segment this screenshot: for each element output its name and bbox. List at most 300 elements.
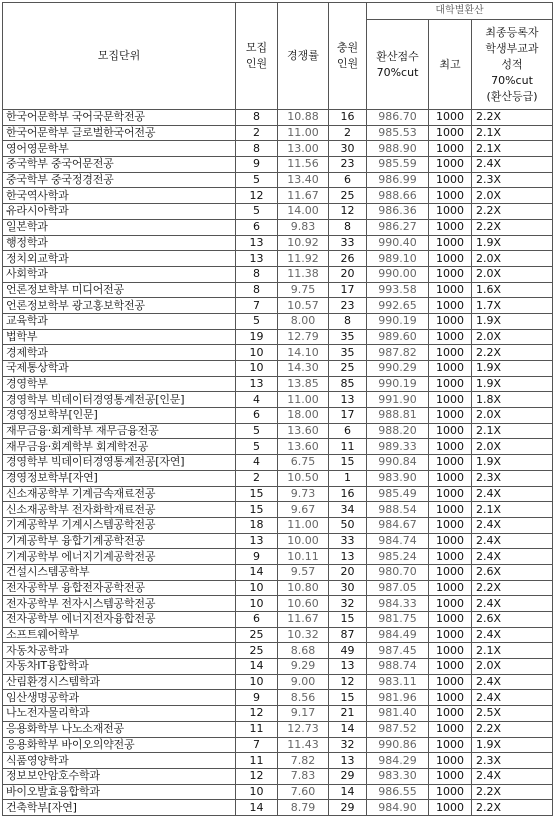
max-score-cell: 1000 [429, 470, 472, 486]
quota-cell: 8 [236, 266, 278, 282]
filled-cell: 17 [329, 282, 367, 298]
quota-cell: 10 [236, 784, 278, 800]
competition-cell: 11.67 [278, 612, 329, 628]
score-cut-cell: 988.74 [367, 659, 429, 675]
grade-cell: 2.0X [472, 329, 553, 345]
unit-cell: 건축학부[자연] [3, 800, 236, 816]
table-row [3, 784, 553, 800]
grade-cell: 2.0X [472, 188, 553, 204]
max-score-cell: 1000 [429, 235, 472, 251]
unit-cell: 법학부 [3, 329, 236, 345]
score-cut-cell: 985.24 [367, 549, 429, 565]
max-score-cell: 1000 [429, 612, 472, 628]
score-cut-cell: 988.90 [367, 141, 429, 157]
grade-cell: 2.4X [472, 533, 553, 549]
grade-cell: 2.2X [472, 784, 553, 800]
quota-cell: 13 [236, 533, 278, 549]
table-row [3, 455, 553, 471]
table-row [3, 643, 553, 659]
score-cut-cell: 990.00 [367, 266, 429, 282]
table-row [3, 439, 553, 455]
score-cut-cell: 989.33 [367, 439, 429, 455]
score-cut-cell: 985.53 [367, 125, 429, 141]
quota-cell: 15 [236, 502, 278, 518]
header-final-line2: 학생부교과 [485, 41, 539, 55]
competition-cell: 11.38 [278, 266, 329, 282]
filled-cell: 13 [329, 392, 367, 408]
admission-results-table-container [2, 2, 553, 816]
quota-cell: 19 [236, 329, 278, 345]
filled-cell: 30 [329, 141, 367, 157]
grade-cell: 2.4X [472, 486, 553, 502]
grade-cell: 2.0X [472, 408, 553, 424]
unit-cell: 재무금융·회계학부 회계학전공 [3, 439, 236, 455]
competition-cell: 9.17 [278, 706, 329, 722]
unit-cell: 경영학부 빅데이터경영통계전공[자연] [3, 455, 236, 471]
max-score-cell: 1000 [429, 768, 472, 784]
header-competition: 경쟁률 [278, 3, 329, 110]
filled-cell: 33 [329, 235, 367, 251]
unit-cell: 정치외교학과 [3, 251, 236, 267]
table-row [3, 157, 553, 173]
max-score-cell: 1000 [429, 737, 472, 753]
table-row [3, 219, 553, 235]
max-score-cell: 1000 [429, 219, 472, 235]
score-cut-cell: 987.82 [367, 345, 429, 361]
unit-cell: 응용화학부 바이오의약전공 [3, 737, 236, 753]
score-cut-cell: 981.75 [367, 612, 429, 628]
competition-cell: 10.50 [278, 470, 329, 486]
competition-cell: 10.60 [278, 596, 329, 612]
filled-cell: 15 [329, 690, 367, 706]
table-row [3, 392, 553, 408]
unit-cell: 한국어문학부 글로벌한국어전공 [3, 125, 236, 141]
quota-cell: 13 [236, 376, 278, 392]
header-filled-line2: 인원 [336, 57, 359, 70]
header-max: 최고 [429, 20, 472, 110]
table-row [3, 533, 553, 549]
max-score-cell: 1000 [429, 455, 472, 471]
grade-cell: 1.7X [472, 298, 553, 314]
max-score-cell: 1000 [429, 204, 472, 220]
score-cut-cell: 981.96 [367, 690, 429, 706]
filled-cell: 23 [329, 298, 367, 314]
filled-cell: 87 [329, 627, 367, 643]
max-score-cell: 1000 [429, 580, 472, 596]
table-row [3, 376, 553, 392]
grade-cell: 2.2X [472, 219, 553, 235]
unit-cell: 언론정보학부 미디어전공 [3, 282, 236, 298]
competition-cell: 11.92 [278, 251, 329, 267]
grade-cell: 2.3X [472, 470, 553, 486]
header-quota-line1: 모집 [245, 41, 268, 54]
quota-cell: 11 [236, 753, 278, 769]
filled-cell: 15 [329, 455, 367, 471]
competition-cell: 11.00 [278, 517, 329, 533]
filled-cell: 29 [329, 768, 367, 784]
competition-cell: 9.83 [278, 219, 329, 235]
table-row [3, 298, 553, 314]
table-row [3, 235, 553, 251]
max-score-cell: 1000 [429, 157, 472, 173]
table-row [3, 188, 553, 204]
header-score-cut-line1: 환산점수 [376, 49, 419, 63]
max-score-cell: 1000 [429, 439, 472, 455]
filled-cell: 50 [329, 517, 367, 533]
admission-results-table [2, 2, 553, 816]
quota-cell: 14 [236, 564, 278, 580]
header-final-line3: 성적 [501, 57, 523, 71]
filled-cell: 23 [329, 157, 367, 173]
table-row [3, 674, 553, 690]
grade-cell: 2.0X [472, 251, 553, 267]
competition-cell: 10.57 [278, 298, 329, 314]
grade-cell: 2.5X [472, 706, 553, 722]
competition-cell: 7.60 [278, 784, 329, 800]
unit-cell: 일본학과 [3, 219, 236, 235]
table-row [3, 251, 553, 267]
table-row [3, 659, 553, 675]
max-score-cell: 1000 [429, 361, 472, 377]
competition-cell: 10.32 [278, 627, 329, 643]
score-cut-cell: 988.20 [367, 423, 429, 439]
grade-cell: 1.9X [472, 455, 553, 471]
quota-cell: 25 [236, 627, 278, 643]
table-row [3, 125, 553, 141]
max-score-cell: 1000 [429, 266, 472, 282]
quota-cell: 5 [236, 204, 278, 220]
score-cut-cell: 987.45 [367, 643, 429, 659]
competition-cell: 11.43 [278, 737, 329, 753]
quota-cell: 12 [236, 706, 278, 722]
competition-cell: 11.00 [278, 125, 329, 141]
competition-cell: 13.00 [278, 141, 329, 157]
grade-cell: 2.2X [472, 580, 553, 596]
table-header [3, 3, 553, 110]
competition-cell: 9.00 [278, 674, 329, 690]
max-score-cell: 1000 [429, 643, 472, 659]
grade-cell: 1.9X [472, 737, 553, 753]
score-cut-cell: 989.10 [367, 251, 429, 267]
quota-cell: 2 [236, 470, 278, 486]
table-row [3, 502, 553, 518]
score-cut-cell: 988.81 [367, 408, 429, 424]
competition-cell: 8.79 [278, 800, 329, 816]
max-score-cell: 1000 [429, 376, 472, 392]
grade-cell: 2.0X [472, 266, 553, 282]
quota-cell: 5 [236, 172, 278, 188]
unit-cell: 경영학부 [3, 376, 236, 392]
unit-cell: 바이오발효융합학과 [3, 784, 236, 800]
grade-cell: 2.1X [472, 141, 553, 157]
quota-cell: 4 [236, 392, 278, 408]
unit-cell: 사회학과 [3, 266, 236, 282]
score-cut-cell: 990.40 [367, 235, 429, 251]
unit-cell: 경제학과 [3, 345, 236, 361]
header-score-cut-line2: 70%cut [376, 65, 419, 79]
filled-cell: 33 [329, 533, 367, 549]
unit-cell: 신소재공학부 기계금속재료전공 [3, 486, 236, 502]
quota-cell: 7 [236, 737, 278, 753]
max-score-cell: 1000 [429, 706, 472, 722]
score-cut-cell: 986.70 [367, 110, 429, 126]
score-cut-cell: 984.29 [367, 753, 429, 769]
header-final-line5: (환산등급) [486, 89, 538, 103]
unit-cell: 영어영문학부 [3, 141, 236, 157]
quota-cell: 8 [236, 110, 278, 126]
unit-cell: 임산생명공학과 [3, 690, 236, 706]
quota-cell: 11 [236, 721, 278, 737]
grade-cell: 2.2X [472, 721, 553, 737]
filled-cell: 85 [329, 376, 367, 392]
competition-cell: 18.00 [278, 408, 329, 424]
quota-cell: 5 [236, 423, 278, 439]
grade-cell: 2.0X [472, 659, 553, 675]
quota-cell: 25 [236, 643, 278, 659]
competition-cell: 12.73 [278, 721, 329, 737]
max-score-cell: 1000 [429, 408, 472, 424]
max-score-cell: 1000 [429, 564, 472, 580]
unit-cell: 신소재공학부 전자화학재료전공 [3, 502, 236, 518]
header-score-cut [367, 20, 429, 110]
quota-cell: 12 [236, 188, 278, 204]
quota-cell: 10 [236, 580, 278, 596]
table-row [3, 204, 553, 220]
quota-cell: 9 [236, 690, 278, 706]
grade-cell: 2.2X [472, 110, 553, 126]
filled-cell: 8 [329, 219, 367, 235]
grade-cell: 2.2X [472, 800, 553, 816]
competition-cell: 9.57 [278, 564, 329, 580]
grade-cell: 2.1X [472, 643, 553, 659]
unit-cell: 국제통상학과 [3, 361, 236, 377]
table-row [3, 564, 553, 580]
competition-cell: 9.75 [278, 282, 329, 298]
table-row [3, 361, 553, 377]
competition-cell: 12.79 [278, 329, 329, 345]
filled-cell: 6 [329, 423, 367, 439]
competition-cell: 11.67 [278, 188, 329, 204]
filled-cell: 32 [329, 737, 367, 753]
table-row [3, 141, 553, 157]
quota-cell: 6 [236, 408, 278, 424]
grade-cell: 2.4X [472, 549, 553, 565]
filled-cell: 12 [329, 204, 367, 220]
max-score-cell: 1000 [429, 517, 472, 533]
table-row [3, 627, 553, 643]
max-score-cell: 1000 [429, 251, 472, 267]
grade-cell: 2.4X [472, 157, 553, 173]
table-row [3, 423, 553, 439]
unit-cell: 유라시아학과 [3, 204, 236, 220]
filled-cell: 20 [329, 564, 367, 580]
max-score-cell: 1000 [429, 486, 472, 502]
table-row [3, 172, 553, 188]
unit-cell: 소프트웨어학부 [3, 627, 236, 643]
competition-cell: 9.67 [278, 502, 329, 518]
competition-cell: 10.11 [278, 549, 329, 565]
filled-cell: 11 [329, 439, 367, 455]
max-score-cell: 1000 [429, 282, 472, 298]
quota-cell: 12 [236, 768, 278, 784]
quota-cell: 4 [236, 455, 278, 471]
filled-cell: 13 [329, 753, 367, 769]
quota-cell: 10 [236, 674, 278, 690]
unit-cell: 전자공학부 융합전자공학전공 [3, 580, 236, 596]
max-score-cell: 1000 [429, 125, 472, 141]
quota-cell: 8 [236, 282, 278, 298]
grade-cell: 1.9X [472, 235, 553, 251]
table-row [3, 753, 553, 769]
unit-cell: 전자공학부 전자시스템공학전공 [3, 596, 236, 612]
table-row [3, 486, 553, 502]
grade-cell: 2.4X [472, 517, 553, 533]
filled-cell: 14 [329, 784, 367, 800]
grade-cell: 2.1X [472, 125, 553, 141]
competition-cell: 13.85 [278, 376, 329, 392]
max-score-cell: 1000 [429, 110, 472, 126]
max-score-cell: 1000 [429, 141, 472, 157]
unit-cell: 한국어문학부 국어국문학전공 [3, 110, 236, 126]
score-cut-cell: 989.60 [367, 329, 429, 345]
filled-cell: 29 [329, 800, 367, 816]
grade-cell: 2.1X [472, 423, 553, 439]
score-cut-cell: 983.30 [367, 768, 429, 784]
competition-cell: 6.75 [278, 455, 329, 471]
table-row [3, 470, 553, 486]
filled-cell: 35 [329, 329, 367, 345]
competition-cell: 7.83 [278, 768, 329, 784]
grade-cell: 1.9X [472, 361, 553, 377]
score-cut-cell: 987.05 [367, 580, 429, 596]
filled-cell: 21 [329, 706, 367, 722]
grade-cell: 2.6X [472, 612, 553, 628]
table-row [3, 282, 553, 298]
filled-cell: 2 [329, 125, 367, 141]
quota-cell: 8 [236, 141, 278, 157]
score-cut-cell: 983.90 [367, 470, 429, 486]
competition-cell: 14.00 [278, 204, 329, 220]
filled-cell: 13 [329, 549, 367, 565]
quota-cell: 5 [236, 439, 278, 455]
table-row [3, 768, 553, 784]
quota-cell: 14 [236, 800, 278, 816]
competition-cell: 14.30 [278, 361, 329, 377]
unit-cell: 나노전자물리학과 [3, 706, 236, 722]
score-cut-cell: 984.90 [367, 800, 429, 816]
grade-cell: 2.4X [472, 674, 553, 690]
score-cut-cell: 986.55 [367, 784, 429, 800]
competition-cell: 13.40 [278, 172, 329, 188]
quota-cell: 6 [236, 612, 278, 628]
grade-cell: 2.2X [472, 204, 553, 220]
header-quota-line2: 인원 [245, 57, 268, 70]
quota-cell: 10 [236, 596, 278, 612]
unit-cell: 산림환경시스템학과 [3, 674, 236, 690]
grade-cell: 1.8X [472, 392, 553, 408]
grade-cell: 2.3X [472, 753, 553, 769]
quota-cell: 13 [236, 251, 278, 267]
grade-cell: 2.2X [472, 345, 553, 361]
score-cut-cell: 990.84 [367, 455, 429, 471]
filled-cell: 6 [329, 172, 367, 188]
max-score-cell: 1000 [429, 674, 472, 690]
unit-cell: 경영학부 빅데이터경영통계전공[인문] [3, 392, 236, 408]
header-final [472, 20, 553, 110]
table-row [3, 580, 553, 596]
header-unit: 모집단위 [3, 3, 236, 110]
quota-cell: 10 [236, 361, 278, 377]
unit-cell: 응용화학부 나노소재전공 [3, 721, 236, 737]
score-cut-cell: 992.65 [367, 298, 429, 314]
grade-cell: 2.6X [472, 564, 553, 580]
table-row [3, 329, 553, 345]
unit-cell: 행정학과 [3, 235, 236, 251]
filled-cell: 15 [329, 612, 367, 628]
header-final-line4: 70%cut [491, 73, 533, 87]
header-quota [236, 3, 278, 110]
score-cut-cell: 990.29 [367, 361, 429, 377]
filled-cell: 49 [329, 643, 367, 659]
grade-cell: 2.3X [472, 172, 553, 188]
quota-cell: 15 [236, 486, 278, 502]
score-cut-cell: 990.86 [367, 737, 429, 753]
score-cut-cell: 988.66 [367, 188, 429, 204]
max-score-cell: 1000 [429, 188, 472, 204]
score-cut-cell: 986.27 [367, 219, 429, 235]
filled-cell: 20 [329, 266, 367, 282]
unit-cell: 재무금융·회계학부 재무금융전공 [3, 423, 236, 439]
unit-cell: 자동차공학과 [3, 643, 236, 659]
score-cut-cell: 988.54 [367, 502, 429, 518]
table-row [3, 596, 553, 612]
max-score-cell: 1000 [429, 800, 472, 816]
quota-cell: 2 [236, 125, 278, 141]
competition-cell: 9.73 [278, 486, 329, 502]
competition-cell: 10.80 [278, 580, 329, 596]
grade-cell: 2.1X [472, 502, 553, 518]
grade-cell: 2.4X [472, 596, 553, 612]
quota-cell: 5 [236, 313, 278, 329]
unit-cell: 한국역사학과 [3, 188, 236, 204]
filled-cell: 8 [329, 313, 367, 329]
grade-cell: 1.9X [472, 313, 553, 329]
unit-cell: 건설시스템공학부 [3, 564, 236, 580]
table-row [3, 690, 553, 706]
grade-cell: 2.4X [472, 768, 553, 784]
unit-cell: 기계공학부 융합기계공학전공 [3, 533, 236, 549]
filled-cell: 16 [329, 486, 367, 502]
unit-cell: 경영정보학부[자연] [3, 470, 236, 486]
max-score-cell: 1000 [429, 172, 472, 188]
max-score-cell: 1000 [429, 329, 472, 345]
quota-cell: 6 [236, 219, 278, 235]
max-score-cell: 1000 [429, 313, 472, 329]
header-group: 대학별환산 [367, 3, 553, 20]
max-score-cell: 1000 [429, 690, 472, 706]
filled-cell: 14 [329, 721, 367, 737]
filled-cell: 25 [329, 188, 367, 204]
max-score-cell: 1000 [429, 392, 472, 408]
unit-cell: 교육학과 [3, 313, 236, 329]
unit-cell: 전자공학부 에너지전자융합전공 [3, 612, 236, 628]
table-row [3, 110, 553, 126]
filled-cell: 17 [329, 408, 367, 424]
quota-cell: 18 [236, 517, 278, 533]
competition-cell: 10.88 [278, 110, 329, 126]
competition-cell: 8.56 [278, 690, 329, 706]
score-cut-cell: 984.49 [367, 627, 429, 643]
